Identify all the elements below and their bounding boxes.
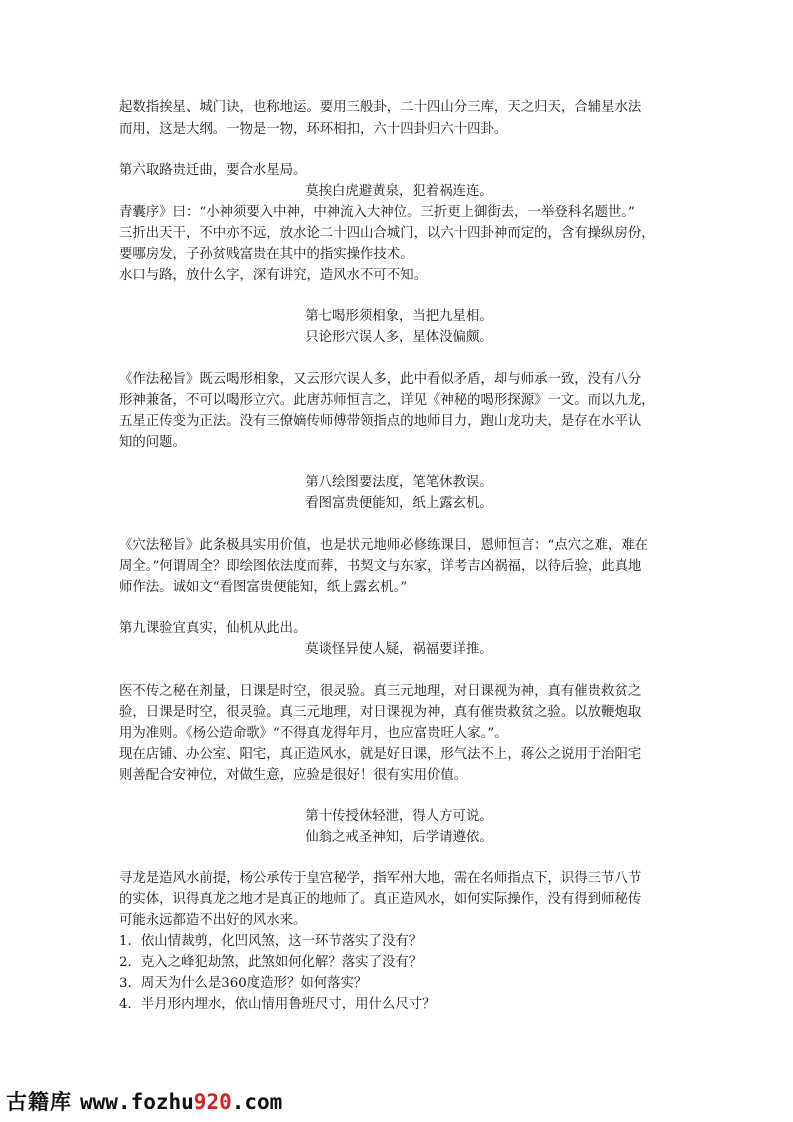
list-item: 4．半月形内埋水，依山情用鲁班尺寸，用什么尺寸？ [119,997,436,1012]
site-url-prefix: www.fozhu [80,1090,194,1114]
verse-line: 莫谈怪异使人疑，祸福要详推。 [305,642,493,657]
list-item: 3．周天为什么是360度造形？如何落实？ [119,976,368,991]
body-text-line: 可能永远都造不出好的风水来。 [119,913,307,928]
verse-line: 看图富贵便能知，纸上露玄机。 [305,496,493,511]
body-text-line: 知的问题。 [119,435,186,450]
body-text-line: 起数指挨星、城门诀，也称地运。要用三般卦，二十四山分三库，天之归天，合辅星水法 [119,100,642,115]
site-url-number: 920 [193,1090,232,1114]
body-text-line: 三折出天干，不中亦不远，放水论二十四山合城门，以六十四卦神而定的，含有操纵房份， [119,226,655,241]
body-text-line: 验，日课是时空，很灵验。真三元地理，对日课视为神，真有催贵救贫之验。以放鞭炮取 [119,705,642,720]
section-heading: 第九课验宜真实，仙机从此出。 [119,621,307,636]
body-text-line: 周全。”何谓周全？即绘图依法度而葬，书契文与东家，详考吉凶祸福，以待后验，此真地 [119,559,642,574]
body-text-line: 医不传之秘在剂量，日课是时空，很灵验。真三元地理，对日课视为神，真有催贵救贫之 [119,684,642,699]
body-text-line: 用为准则。《杨公造命歌》“不得真龙得年月，也应富贵旺人家。”。 [119,726,508,741]
list-item: 1．依山情裁剪，化凹风煞，这一环节落实了没有？ [119,934,423,949]
body-text-line: 青囊序》曰：“小神须要入中神，中神流入大神位。三折更上御街去，一举登科名题世。” [119,205,635,220]
site-name: 古籍库 [6,1090,72,1114]
section-heading: 第六取路贵迁曲，要合水星局。 [119,163,307,178]
verse-line: 第十传授休轻泄，得人方可说。 [305,809,493,824]
verse-line: 第八绘图要法度，笔笔休教误。 [305,475,493,490]
verse-line: 莫挨白虎避黄泉，犯着祸连连。 [305,184,493,199]
body-text-line: 《穴法秘旨》此条极具实用价值，也是状元地师必修练课目，恩师恒言：“点穴之难，难在 [119,538,649,553]
body-text-line: 现在店铺、办公室、阳宅，真正造风水，就是好日课，形气法不上，蒋公之说用于治阳宅 [119,747,642,762]
body-text-line: 《作法秘旨》既云喝形相象，又云形穴误人多，此中看似矛盾，却与师承一致，没有八分 [119,372,642,387]
body-text-line: 形神兼备，不可以喝形立穴。此唐苏师恒言之，详见《神秘的喝形探源》一文。而以九龙， [119,393,655,408]
verse-line: 只论形穴误人多，星体没偏颇。 [305,330,493,345]
body-text-line: 则善配合安神位，对做生意，应验是很好！很有实用价值。 [119,768,468,783]
list-item: 2．克入之峰犯劫煞，此煞如何化解？落实了没有？ [119,955,423,970]
body-text-line: 要哪房发，子孙贫贱富贵在其中的指实操作技术。 [119,247,414,262]
verse-line: 仙翁之戒圣神知，后学请遵依。 [305,830,493,845]
site-url-suffix: .com [231,1090,283,1114]
body-text-line: 寻龙是造风水前提，杨公承传于皇宫秘学，指军州大地，需在名师指点下，识得三节八节 [119,871,642,886]
body-text-line: 师作法。诚如文“看图富贵便能知，纸上露玄机。” [119,580,408,595]
body-text-line: 五星正传变为正法。没有三僚嫡传师傅带领指点的地师目力，跑山龙功夫，是存在水平认 [119,414,642,429]
verse-line: 第七喝形须相象，当把九星相。 [305,309,493,324]
site-watermark [6,1086,282,1116]
body-text-line: 的实体，识得真龙之地才是真正的地师了。真正造风水，如何实际操作，没有得到师秘传 [119,892,642,907]
body-text-line: 水口与路，放什么字，深有讲究，造风水不可不知。 [119,268,427,283]
body-text-line: 而用，这是大纲。一物是一物，环环相扣，六十四卦归六十四卦。 [119,122,508,137]
